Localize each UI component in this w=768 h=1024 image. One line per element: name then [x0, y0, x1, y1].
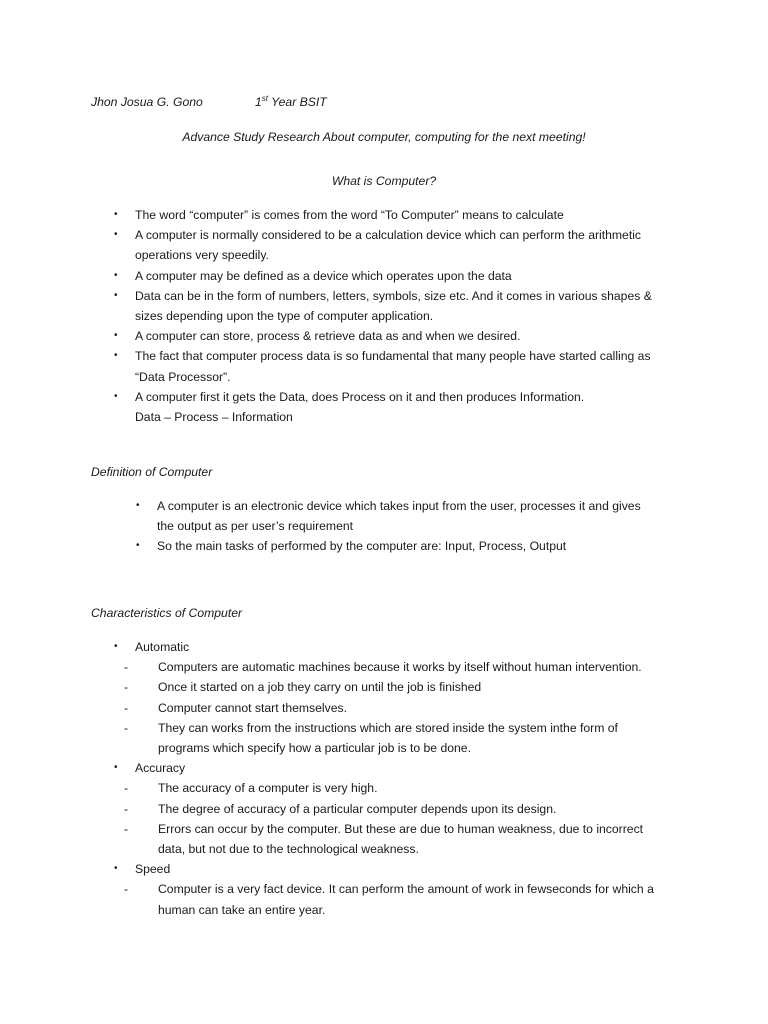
point-item [124, 718, 695, 758]
text-line: data, but not due to the technological weakness. [158, 842, 419, 857]
text-line: human can take an entire year. [158, 902, 326, 917]
characteristic-item [114, 758, 695, 859]
dash-marker: - [124, 882, 129, 897]
characteristic-label: Automatic [135, 640, 190, 654]
author-name: Jhon Josua G. Gono [91, 95, 203, 109]
text-line: The accuracy of a computer is very high. [158, 781, 378, 796]
characteristic-points [124, 879, 695, 919]
point-item [124, 677, 695, 697]
dash-marker: - [124, 720, 129, 735]
point-item [124, 698, 695, 718]
point-item [124, 778, 695, 798]
bullet-icon: • [114, 390, 118, 402]
list-item [114, 205, 695, 225]
text-line: A computer first it gets the Data, does Process on it and then produces Information. [135, 389, 585, 404]
section-heading-characteristics: Characteristics of Computer [91, 606, 243, 620]
point-item [124, 799, 695, 819]
year-number: 1 [255, 95, 262, 109]
dash-marker: - [124, 660, 129, 675]
year-course: Year BSIT [268, 95, 327, 109]
text-line: So the main tasks of performed by the computer are: Input, Process, Output [157, 539, 567, 554]
text-line: the output as per user’s requirement [157, 519, 354, 534]
text-line: operations very speedily. [135, 248, 269, 263]
bullet-icon: • [114, 229, 118, 241]
list-item [136, 496, 677, 536]
characteristic-points [124, 778, 695, 859]
what-bullet-list [114, 205, 695, 427]
text-line: The word “computer” is comes from the word “To Computer” means to calculate [135, 208, 564, 222]
text-line: Data can be in the form of numbers, letters, symbols, size etc. And it comes in various shapes & [135, 288, 652, 303]
text-line: Computer cannot start themselves. [158, 700, 347, 715]
text-line: sizes depending upon the type of computer application. [135, 309, 434, 324]
list-item [114, 326, 695, 346]
year-suffix: st [261, 94, 269, 103]
bullet-icon: • [136, 500, 140, 511]
text-line: programs which specify how a particular job is to be done. [158, 741, 471, 756]
bullet-icon: • [114, 209, 118, 220]
text-line: The degree of accuracy of a particular computer depends upon its design. [158, 801, 557, 816]
characteristic-item [114, 637, 695, 758]
bullet-icon: • [114, 863, 118, 875]
bullet-icon: • [114, 330, 118, 342]
text-line: Errors can occur by the computer. But these are due to human weakness, due to incorrect [158, 821, 644, 836]
course-year [255, 92, 327, 112]
dash-marker: - [124, 700, 129, 715]
text-line: Data – Process – Information [135, 410, 293, 425]
text-line: A computer is normally considered to be a calculation device which can perform the arithmetic [135, 228, 642, 243]
section-heading-what: What is Computer? [331, 174, 437, 188]
characteristics-list [114, 637, 695, 920]
dash-marker: - [124, 821, 129, 836]
bullet-icon: • [114, 641, 118, 652]
text-line: Computer is a very fact device. It can perform the amount of work in fewseconds for which a [158, 882, 654, 897]
dash-marker: - [124, 801, 129, 816]
list-item [136, 536, 677, 556]
list-item [114, 346, 695, 386]
list-item [114, 225, 695, 265]
text-line: A computer is an electronic device which takes input from the user, processes it and gives [157, 499, 641, 513]
point-item [124, 879, 695, 919]
text-line: They can works from the instructions which are stored inside the system inthe form of [158, 720, 618, 735]
text-line: Computers are automatic machines because it works by itself without human intervention. [158, 660, 642, 675]
characteristic-label: Accuracy [135, 761, 186, 776]
characteristic-item [114, 859, 695, 920]
list-item [114, 286, 695, 326]
bullet-icon: • [114, 289, 118, 301]
text-line: A computer may be defined as a device which operates upon the data [135, 268, 512, 283]
text-line: “Data Processor”. [135, 369, 231, 384]
section-heading-definition: Definition of Computer [91, 465, 213, 479]
characteristic-label: Speed [135, 862, 171, 877]
list-item [114, 387, 695, 427]
dash-marker: - [124, 680, 129, 695]
text-line: The fact that computer process data is so fundamental that many people have started calling as [135, 349, 651, 364]
characteristic-points [124, 657, 695, 758]
dash-marker: - [124, 781, 129, 796]
point-item [124, 819, 695, 859]
document-title: Advance Study Research About computer, computing for the next meeting! [182, 130, 586, 144]
bullet-icon: • [114, 269, 118, 281]
text-line: Once it started on a job they carry on until the job is finished [158, 680, 482, 695]
list-item [114, 266, 695, 286]
bullet-icon: • [136, 540, 140, 552]
point-item [124, 657, 695, 677]
bullet-icon: • [114, 762, 118, 774]
bullet-icon: • [114, 350, 118, 362]
text-line: A computer can store, process & retrieve data as and when we desired. [135, 329, 521, 344]
definition-bullet-list [136, 496, 677, 557]
